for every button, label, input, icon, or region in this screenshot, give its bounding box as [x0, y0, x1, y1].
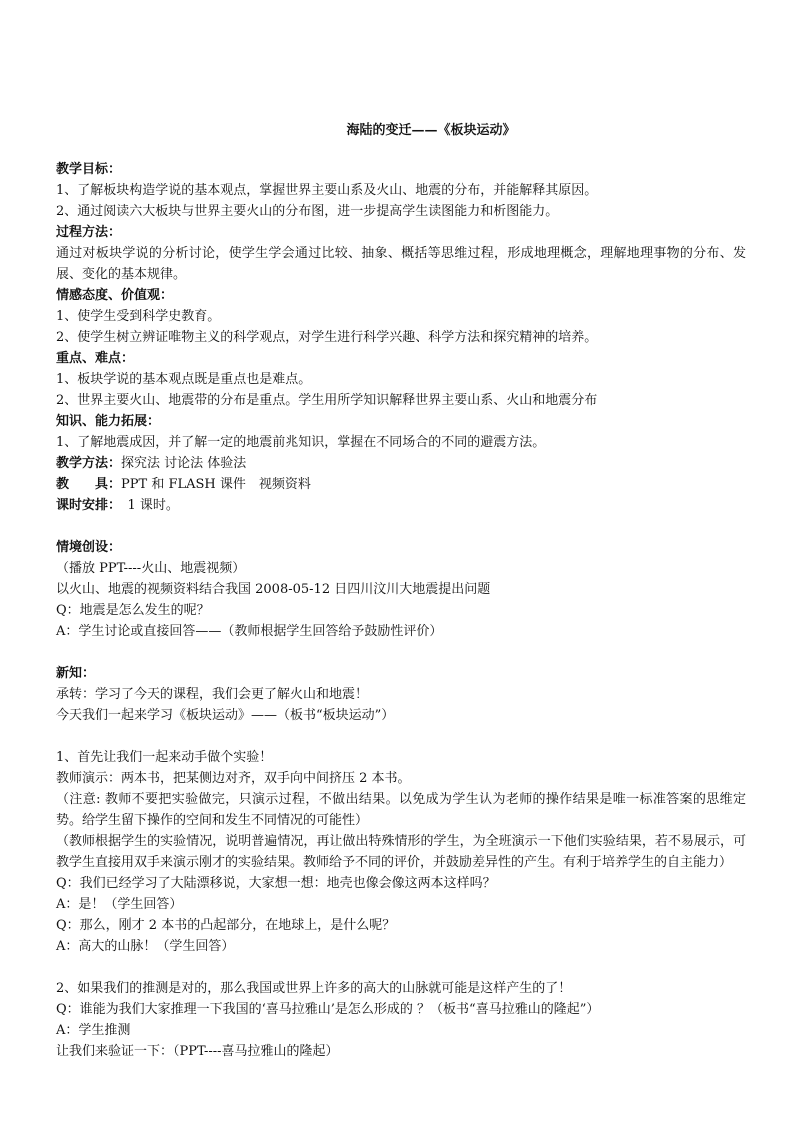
- part1-line-4: （教师根据学生的实验情况，说明普遍情况，再让做出特殊情形的学生，为全班演示一下他们实验结果，若不易展示，可教学生直接用双手来演示刚才的实验结果。教师给予不同的评价，并鼓励差异性的产生。有利于培养学生的自主能力）: [56, 834, 746, 870]
- situation-heading: 情境创设：: [56, 540, 122, 555]
- part1-line-7: Q：那么，刚才 2 本书的凸起部分，在地球上，是什么呢？: [56, 918, 396, 933]
- process-text: 通过对板块学说的分析讨论，使学生学会通过比较、抽象、概括等思维过程，形成地理概念，理解地理事物的分布、发展、变化的基本规律。: [56, 246, 746, 282]
- part2-line-4: 让我们来验证一下：（PPT----喜马拉雅山的隆起）: [56, 1044, 339, 1059]
- process-heading: 过程方法：: [56, 225, 122, 240]
- newknowledge-line-1: 承转：学习了今天的课程，我们会更了解火山和地震！: [56, 687, 369, 702]
- attitude-heading: 情感态度、价值观：: [56, 288, 174, 303]
- part1-line-1: 1、首先让我们一起来动手做个实验！: [56, 750, 273, 765]
- part1-line-3: （注意: 教师不要把实验做完，只演示过程，不做出结果。以免成为学生认为老师的操作结果是唯一标准答案的思维定势。给学生留下操作的空间和发生不同情况的可能性）: [56, 792, 746, 828]
- situation-line-4: A：学生讨论或直接回答——（教师根据学生回答给予鼓励性评价）: [56, 624, 443, 639]
- keypoint-item-2: 2、世界主要火山、地震带的分布是重点。学生用所学知识解释世界主要山系、火山和地震分布: [56, 393, 598, 408]
- lesson-plan-document: [56, 120, 746, 1062]
- attitude-item-1: 1、使学生受到科学史教育。: [56, 309, 221, 324]
- part2-line-3: A：学生推测: [56, 1023, 131, 1038]
- extension-heading: 知识、能力拓展：: [56, 414, 161, 429]
- extension-item-1: 1、了解地震成因，并了解一定的地震前兆知识，掌握在不同场合的不同的避震方法。: [56, 435, 546, 450]
- part1-line-8: A：高大的山脉！（学生回答）: [56, 939, 235, 954]
- methods-line: [56, 453, 746, 474]
- tools-label: 教 具：: [56, 477, 122, 492]
- objectives-heading: 教学目标：: [56, 162, 122, 177]
- part1-line-6: A：是！（学生回答）: [56, 897, 183, 912]
- schedule-label: 课时安排：: [56, 498, 115, 513]
- keypoint-item-1: 1、板块学说的基本观点既是重点也是难点。: [56, 372, 312, 387]
- newknowledge-line-2: 今天我们一起来学习《板块运动》——（板书“板块运动”）: [56, 708, 395, 723]
- methods-label: 教学方法：: [56, 456, 122, 471]
- situation-line-1: （播放 PPT----火山、地震视频）: [56, 561, 246, 576]
- objective-item-1: 1、了解板块构造学说的基本观点，掌握世界主要山系及火山、地震的分布，并能解释其原因。: [56, 183, 598, 198]
- situation-line-2: 以火山、地震的视频资料结合我国 2008-05-12 日四川汶川大地震提出问题: [56, 582, 491, 597]
- objective-item-2: 2、通过阅读六大板块与世界主要火山的分布图，进一步提高学生读图能力和析图能力。: [56, 204, 559, 219]
- tools-line: [56, 474, 746, 495]
- situation-line-3: Q：地震是怎么发生的呢？: [56, 603, 210, 618]
- part1-line-5: Q：我们已经学习了大陆漂移说，大家想一想：地壳也像会像这两本这样吗？: [56, 876, 496, 891]
- part1-line-2: 教师演示：两本书，把某侧边对齐，双手向中间挤压 2 本书。: [56, 771, 411, 786]
- part2-line-2: Q：谁能为我们大家推理一下我国的‘喜马拉雅山’是怎么形成的 ？（板书“喜马拉雅山的隆起”）: [56, 1002, 600, 1017]
- keypoints-heading: 重点、难点：: [56, 351, 135, 366]
- schedule-line: [56, 495, 746, 516]
- schedule-value: 1 课时。: [114, 498, 179, 513]
- methods-value: 探究法 讨论法 体验法: [121, 456, 247, 471]
- part2-line-1: 2、如果我们的推测是对的，那么我国或世界上许多的高大的山脉就可能是这样产生的了！: [56, 981, 572, 996]
- attitude-item-2: 2、使学生树立辨证唯物主义的科学观点，对学生进行科学兴趣、科学方法和探究精神的培养。: [56, 330, 598, 345]
- tools-value: PPT 和 FLASH 课件 视频资料: [121, 477, 311, 492]
- document-title: 海陆的变迁——《板块运动》: [346, 123, 516, 138]
- newknowledge-heading: 新知：: [56, 666, 96, 681]
